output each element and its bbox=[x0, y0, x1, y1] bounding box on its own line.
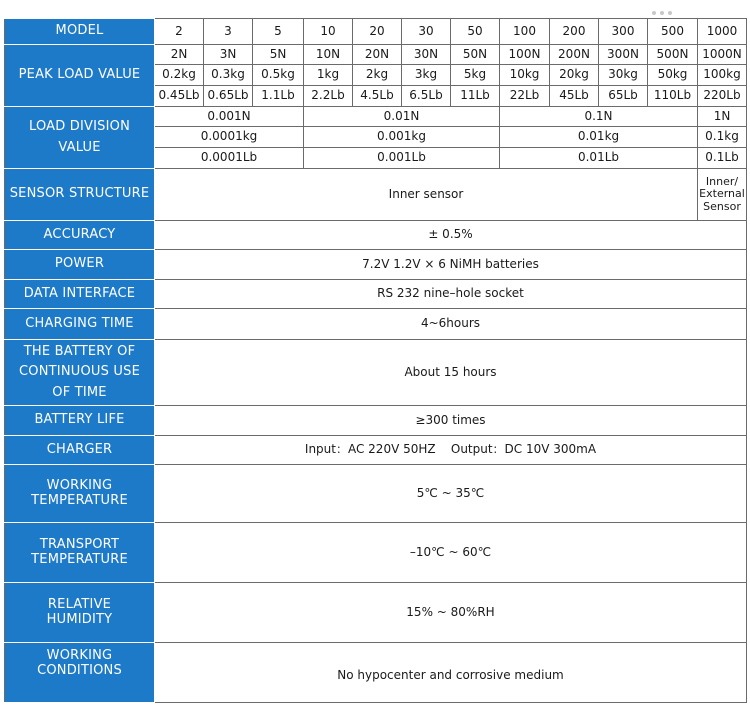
transport-temp-value: –10℃ ~ 60℃ bbox=[155, 523, 747, 583]
peak-load-n-cell: 500N bbox=[648, 45, 698, 65]
peak-load-lb-cell: 65Lb bbox=[599, 86, 648, 107]
model-cell: 200 bbox=[550, 19, 599, 45]
battery-continuous-label-line: CONTINUOUS USE bbox=[19, 364, 140, 380]
sensor-structure-value: Inner sensor bbox=[155, 169, 698, 221]
peak-load-kg-cell: 30kg bbox=[599, 65, 648, 86]
model-cell: 500 bbox=[648, 19, 698, 45]
load-division-label-line: LOAD DIVISION bbox=[28, 118, 131, 134]
peak-load-n-cell: 10N bbox=[304, 45, 353, 65]
battery-continuous-value: About 15 hours bbox=[155, 340, 747, 406]
power-row bbox=[5, 250, 747, 280]
peak-load-lb-cell: 4.5Lb bbox=[353, 86, 402, 107]
model-label: MODEL bbox=[5, 19, 155, 45]
model-cell: 100 bbox=[500, 19, 550, 45]
load-division-kg-cell: 0.001kg bbox=[304, 127, 500, 148]
peak-load-kg-cell: 50kg bbox=[648, 65, 698, 86]
data-interface-row bbox=[5, 280, 747, 309]
load-division-lb-cell: 0.1Lb bbox=[698, 148, 747, 169]
transport-temp-label-line: TEMPERATURE bbox=[31, 551, 128, 567]
model-row bbox=[5, 19, 747, 45]
peak-load-kg-cell: 5kg bbox=[451, 65, 500, 86]
humidity-label bbox=[5, 583, 155, 643]
transport-temp-label bbox=[5, 523, 155, 583]
load-division-lb-cell: 0.01Lb bbox=[500, 148, 698, 169]
peak-load-kg-cell: 0.5kg bbox=[253, 65, 304, 86]
peak-load-n-cell: 5N bbox=[253, 45, 304, 65]
accuracy-label: ACCURACY bbox=[5, 221, 155, 250]
sensor-structure-1000-line: Sensor bbox=[703, 199, 741, 213]
load-division-kg-cell: 0.1kg bbox=[698, 127, 747, 148]
humidity-value: 15% ~ 80%RH bbox=[155, 583, 747, 643]
model-cell: 5 bbox=[253, 19, 304, 45]
peak-load-lb-cell: 45Lb bbox=[550, 86, 599, 107]
accuracy-row bbox=[5, 221, 747, 250]
sensor-structure-1000-line: Inner/ bbox=[705, 174, 739, 188]
load-division-n-cell: 1N bbox=[698, 107, 747, 127]
working-conditions-value: No hypocenter and corrosive medium bbox=[155, 643, 747, 703]
working-temp-label bbox=[5, 465, 155, 523]
charging-time-label: CHARGING TIME bbox=[5, 309, 155, 340]
model-cell: 1000 bbox=[698, 19, 747, 45]
working-conditions-label bbox=[5, 643, 155, 703]
peak-load-lb-cell: 2.2Lb bbox=[304, 86, 353, 107]
peak-load-lb-cell: 110Lb bbox=[648, 86, 698, 107]
humidity-row bbox=[5, 583, 747, 643]
peak-load-label: PEAK LOAD VALUE bbox=[5, 45, 155, 107]
load-division-n-cell: 0.1N bbox=[500, 107, 698, 127]
transport-temp-row bbox=[5, 523, 747, 583]
peak-load-kg-cell: 3kg bbox=[402, 65, 451, 86]
peak-load-kg-cell: 0.2kg bbox=[155, 65, 204, 86]
battery-continuous-label-line: THE BATTERY OF bbox=[23, 344, 136, 360]
humidity-label-line: RELATIVE bbox=[47, 596, 112, 612]
peak-load-n-cell: 20N bbox=[353, 45, 402, 65]
load-division-kg-cell: 0.01kg bbox=[500, 127, 698, 148]
battery-life-label: BATTERY LIFE bbox=[5, 406, 155, 436]
load-division-row-n bbox=[5, 107, 747, 127]
peak-load-n-cell: 30N bbox=[402, 45, 451, 65]
top-decoration bbox=[652, 0, 680, 4]
load-division-kg-cell: 0.0001kg bbox=[155, 127, 304, 148]
peak-load-row-n bbox=[5, 45, 747, 65]
working-temp-label-line: WORKING bbox=[46, 477, 113, 493]
peak-load-lb-cell: 0.65Lb bbox=[204, 86, 253, 107]
charger-row bbox=[5, 436, 747, 465]
peak-load-lb-cell: 22Lb bbox=[500, 86, 550, 107]
peak-load-kg-cell: 2kg bbox=[353, 65, 402, 86]
spec-table bbox=[4, 18, 747, 703]
load-division-lb-cell: 0.0001Lb bbox=[155, 148, 304, 169]
peak-load-lb-cell: 6.5Lb bbox=[402, 86, 451, 107]
data-interface-value: RS 232 nine–hole socket bbox=[155, 280, 747, 309]
peak-load-n-cell: 2N bbox=[155, 45, 204, 65]
sensor-structure-1000-line: External bbox=[699, 187, 745, 201]
transport-temp-label-line: TRANSPORT bbox=[39, 536, 120, 552]
load-division-label bbox=[5, 107, 155, 169]
battery-continuous-label-line: OF TIME bbox=[52, 384, 107, 400]
humidity-label-line: HUMIDITY bbox=[46, 611, 113, 627]
working-conditions-label-line: WORKING bbox=[46, 648, 113, 663]
peak-load-n-cell: 50N bbox=[451, 45, 500, 65]
charging-time-value: 4~6hours bbox=[155, 309, 747, 340]
working-conditions-label-line: CONDITIONS bbox=[37, 662, 122, 678]
charging-time-row bbox=[5, 309, 747, 340]
battery-life-row bbox=[5, 406, 747, 436]
peak-load-n-cell: 100N bbox=[500, 45, 550, 65]
sensor-structure-row bbox=[5, 169, 747, 221]
model-cell: 10 bbox=[304, 19, 353, 45]
data-interface-label: DATA INTERFACE bbox=[5, 280, 155, 309]
battery-life-value: ≥300 times bbox=[155, 406, 747, 436]
peak-load-kg-cell: 1kg bbox=[304, 65, 353, 86]
model-cell: 3 bbox=[204, 19, 253, 45]
battery-continuous-label bbox=[5, 340, 155, 406]
peak-load-kg-cell: 20kg bbox=[550, 65, 599, 86]
charger-label: CHARGER bbox=[5, 436, 155, 465]
load-division-lb-cell: 0.001Lb bbox=[304, 148, 500, 169]
working-temp-row bbox=[5, 465, 747, 523]
working-temp-label-line: TEMPERATURE bbox=[31, 492, 128, 508]
peak-load-lb-cell: 220Lb bbox=[698, 86, 747, 107]
power-value: 7.2V 1.2V × 6 NiMH batteries bbox=[155, 250, 747, 280]
power-label: POWER bbox=[5, 250, 155, 280]
battery-continuous-row bbox=[5, 340, 747, 406]
charger-value: Input：AC 220V 50HZ Output：DC 10V 300mA bbox=[155, 436, 747, 465]
load-division-label-line: VALUE bbox=[58, 139, 101, 155]
peak-load-kg-cell: 100kg bbox=[698, 65, 747, 86]
model-cell: 300 bbox=[599, 19, 648, 45]
sensor-structure-label: SENSOR STRUCTURE bbox=[5, 169, 155, 221]
peak-load-lb-cell: 11Lb bbox=[451, 86, 500, 107]
load-division-n-cell: 0.001N bbox=[155, 107, 304, 127]
model-cell: 50 bbox=[451, 19, 500, 45]
peak-load-n-cell: 300N bbox=[599, 45, 648, 65]
peak-load-lb-cell: 0.45Lb bbox=[155, 86, 204, 107]
accuracy-value: ± 0.5% bbox=[155, 221, 747, 250]
model-cell: 20 bbox=[353, 19, 402, 45]
peak-load-n-cell: 200N bbox=[550, 45, 599, 65]
peak-load-lb-cell: 1.1Lb bbox=[253, 86, 304, 107]
sensor-structure-1000-value bbox=[698, 169, 747, 221]
model-cell: 2 bbox=[155, 19, 204, 45]
peak-load-n-cell: 3N bbox=[204, 45, 253, 65]
working-temp-value: 5℃ ~ 35℃ bbox=[155, 465, 747, 523]
peak-load-kg-cell: 0.3kg bbox=[204, 65, 253, 86]
working-conditions-row bbox=[5, 643, 747, 703]
peak-load-n-cell: 1000N bbox=[698, 45, 747, 65]
load-division-n-cell: 0.01N bbox=[304, 107, 500, 127]
model-cell: 30 bbox=[402, 19, 451, 45]
peak-load-kg-cell: 10kg bbox=[500, 65, 550, 86]
